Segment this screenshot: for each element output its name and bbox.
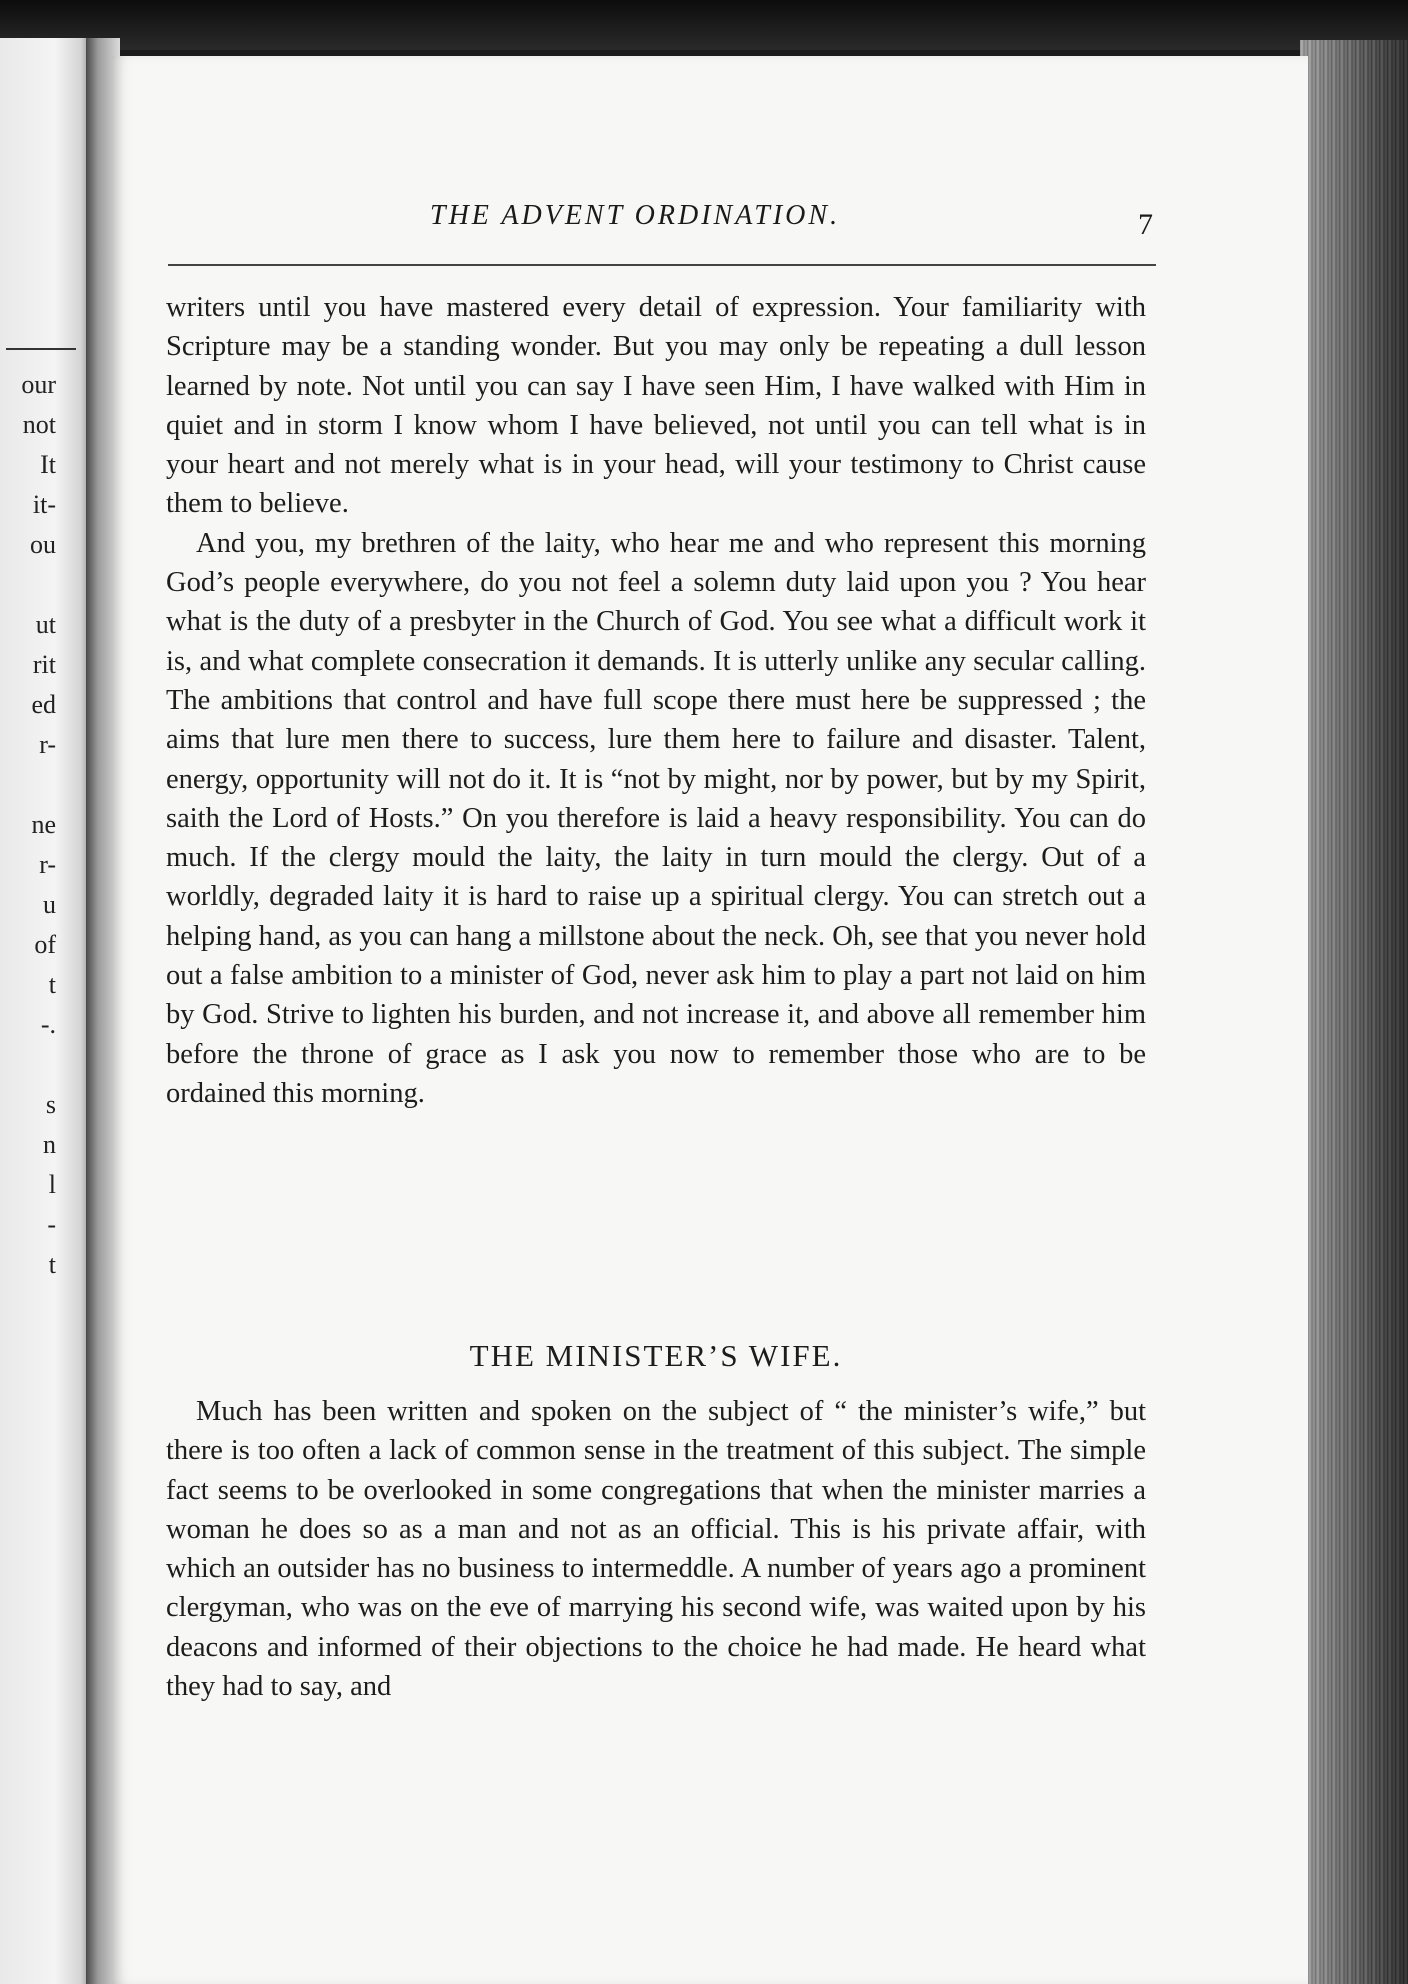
previous-page-fragment: not <box>22 410 56 439</box>
previous-page-fragment: of <box>34 930 56 959</box>
page-number: 7 <box>1138 208 1153 241</box>
section-body-text <box>166 1392 1146 1706</box>
book-edge-shade <box>1300 40 1408 1984</box>
paragraph: writers until you have mastered every detail of expression. Your familiarity with Scripture may be a standing wonder. But you may only be repeating a dull lesson learned by note. Not until you can say I have seen Him, I have walked with Him in quiet and in storm I know whom I have believed, not until you can tell what is in your heart and not merely what is in your head, will your testimony to Christ cause them to believe. <box>166 292 1146 520</box>
header-rule <box>168 264 1156 266</box>
previous-page-fragment: ut <box>35 610 56 639</box>
previous-page-fragment: r- <box>39 850 56 879</box>
previous-page-fragment: n <box>43 1130 56 1159</box>
previous-page-fragment: u <box>43 890 56 919</box>
book-page-edges <box>1300 40 1408 1984</box>
previous-page-fragment: it- <box>32 490 56 519</box>
previous-page-edge <box>0 38 92 1984</box>
scan-top-edge <box>0 0 1408 50</box>
previous-page-fragment: -. <box>40 1010 56 1039</box>
previous-page-fragment: ne <box>31 810 56 839</box>
section-title: THE MINISTER’S WIFE. <box>469 1338 843 1373</box>
paragraph: And you, my brethren of the laity, who hear me and who represent this morning God’s people everywhere, do you not feel a solemn duty laid upon you ? You hear what is the duty of a presbyter in the Church of God. You see what a difficult work it is, and what complete consecration it demands. It is utterly unlike any secular calling. The ambitions that control and have full scope there must here be suppressed ; the aims that lure men there to success, lure them here to failure and disaster. Talent, energy, opportunity will not do it. It is “not by might, nor by power, but by my Spirit, saith the Lord of Hosts.” On you therefore is laid a heavy responsibility. You can do much. If the clergy mould the laity, the laity in turn mould the clergy. Out of a worldly, degraded laity it is hard to raise up a spiritual clergy. You can stretch out a helping hand, as you can hang a millstone about the neck. Oh, see that you never hold out a false ambition to a minister of God, never ask him to play a part not laid on him by God. Strive to lighten his burden, and not increase it, and above all remember him before the throne of grace as I ask you now to remember those who are to be ordained this morning. <box>166 527 1146 1109</box>
previous-page-fragment: ou <box>30 530 56 559</box>
previous-page-fragment: It <box>40 450 56 479</box>
previous-page-fragment: l <box>48 1170 56 1199</box>
previous-page-fragment: rit <box>32 650 56 679</box>
previous-page-fragment: s <box>45 1090 56 1119</box>
previous-page-fragment: t <box>48 1250 56 1279</box>
body-text-continued <box>166 288 1146 1113</box>
previous-page-fragment: - <box>47 1210 56 1239</box>
paragraph: Much has been written and spoken on the subject of “ the minister’s wife,” but there is too often a lack of common sense in the treatment of this subject. The simple fact seems to be overlooked in some congregations that when the minister marries a woman he does so as a man and not as an official. This is his private affair, with which an outsider has no business to intermeddle. A number of years ago a prominent clergyman, who was on the eve of marrying his second wife, was waited upon by his deacons and informed of their objections to the choice he had made. He heard what they had to say, and <box>166 1396 1146 1703</box>
previous-page-fragment: r- <box>39 730 56 759</box>
previous-page-fragment: our <box>21 370 56 399</box>
previous-page-fragment: t <box>48 970 56 999</box>
running-head: THE ADVENT ORDINATION. <box>430 200 841 231</box>
previous-page-rule <box>6 348 76 350</box>
previous-page-fragment: ed <box>31 690 56 719</box>
